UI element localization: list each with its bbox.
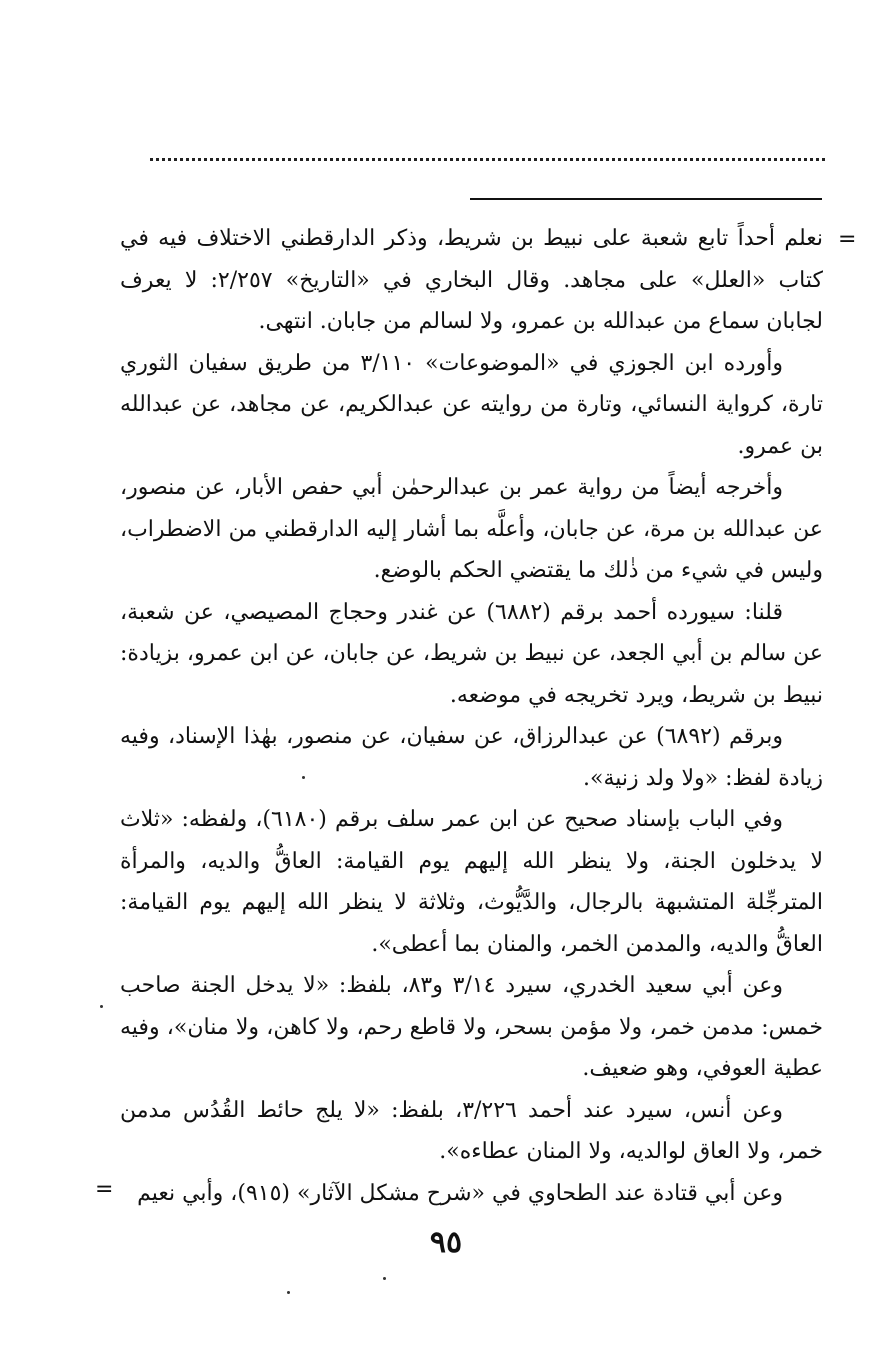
footnote-text	[120, 218, 823, 1214]
continuation-mark-bottom: =	[95, 1177, 114, 1202]
paragraph: وفي الباب بإسناد صحيح عن ابن عمر سلف برقم (٦١٨٠)، ولفظه: «ثلاث لا يدخلون الجنة، ولا ينظر الله إليهم يوم القيامة: العاقُّ والديه، والمرأة المترجِّلة المتشبهة بالرجال، والدَّيُّوث، وثلاثة لا ينظر الله إليهم يوم القيامة: العاقُّ والديه، والمدمن الخمر، والمنان بما أعطى».	[120, 807, 823, 957]
paragraph: وعن أبي سعيد الخدري، سيرد ٣/١٤ و٨٣، بلفظ: «لا يدخل الجنة صاحب خمس: مدمن خمر، ولا مؤمن بسحر، ولا قاطع رحم، ولا كاهن، ولا منان»، وفيه عطية العوفي، وهو ضعيف.	[120, 973, 823, 1081]
scan-speck	[100, 1005, 103, 1008]
scan-speck	[383, 1277, 386, 1280]
continuation-mark-top: =	[838, 227, 857, 252]
paragraph: وعن أنس، سيرد عند أحمد ٣/٢٢٦، بلفظ: «لا يلج حائط القُدُس مدمن خمر، ولا العاق لوالديه، ولا المنان عطاءه».	[120, 1097, 823, 1164]
paragraph: قلنا: سيورده أحمد برقم (٦٨٨٢) عن غندر وحجاج المصيصي، عن شعبة، عن سالم بن أبي الجعد، عن نبيط بن شريط، عن جابان، عن ابن عمرو، بزيادة: نبيط بن شريط، ويرد تخريجه في موضعه.	[120, 599, 823, 708]
paragraph: وعن أبي قتادة عند الطحاوي في «شرح مشكل الآثار» (٩١٥)، وأبي نعيم	[137, 1180, 783, 1206]
paragraph: وبرقم (٦٨٩٢) عن عبدالرزاق، عن سفيان، عن منصور، بهٰذا الإسناد، وفيه زيادة لفظ: «ولا ولد زنية».	[120, 724, 823, 791]
paragraph: وأخرجه أيضاً من رواية عمر بن عبدالرحمٰن أبي حفص الأبار، عن منصور، عن عبدالله بن مرة، عن جابان، وأعلَّه بما أشار إليه الدارقطني من الاضطراب، وليس في شيء من ذٰلك ما يقتضي الحكم بالوضع.	[120, 475, 823, 583]
paragraph: وأورده ابن الجوزي في «الموضوعات» ٣/١١٠ من طريق سفيان الثوري تارة، كرواية النسائي، وتارة من روايته عن عبدالكريم، عن مجاهد، عن عبدالله بن عمرو.	[120, 350, 823, 459]
page-number: ٩٥	[429, 1225, 463, 1260]
header-dotted-rule	[150, 158, 825, 161]
scan-speck	[302, 776, 305, 779]
scan-speck	[287, 1291, 290, 1294]
footnote-separator-rule	[470, 198, 822, 200]
paragraph: نعلم أحداً تابع شعبة على نبيط بن شريط، وذكر الدارقطني الاختلاف فيه في كتاب «العلل» على مجاهد. وقال البخاري في «التاريخ» ٢/٢٥٧: لا يعرف لجابان سماع من عبدالله بن عمرو، ولا لسالم من جابان. انتهى.	[120, 226, 823, 334]
